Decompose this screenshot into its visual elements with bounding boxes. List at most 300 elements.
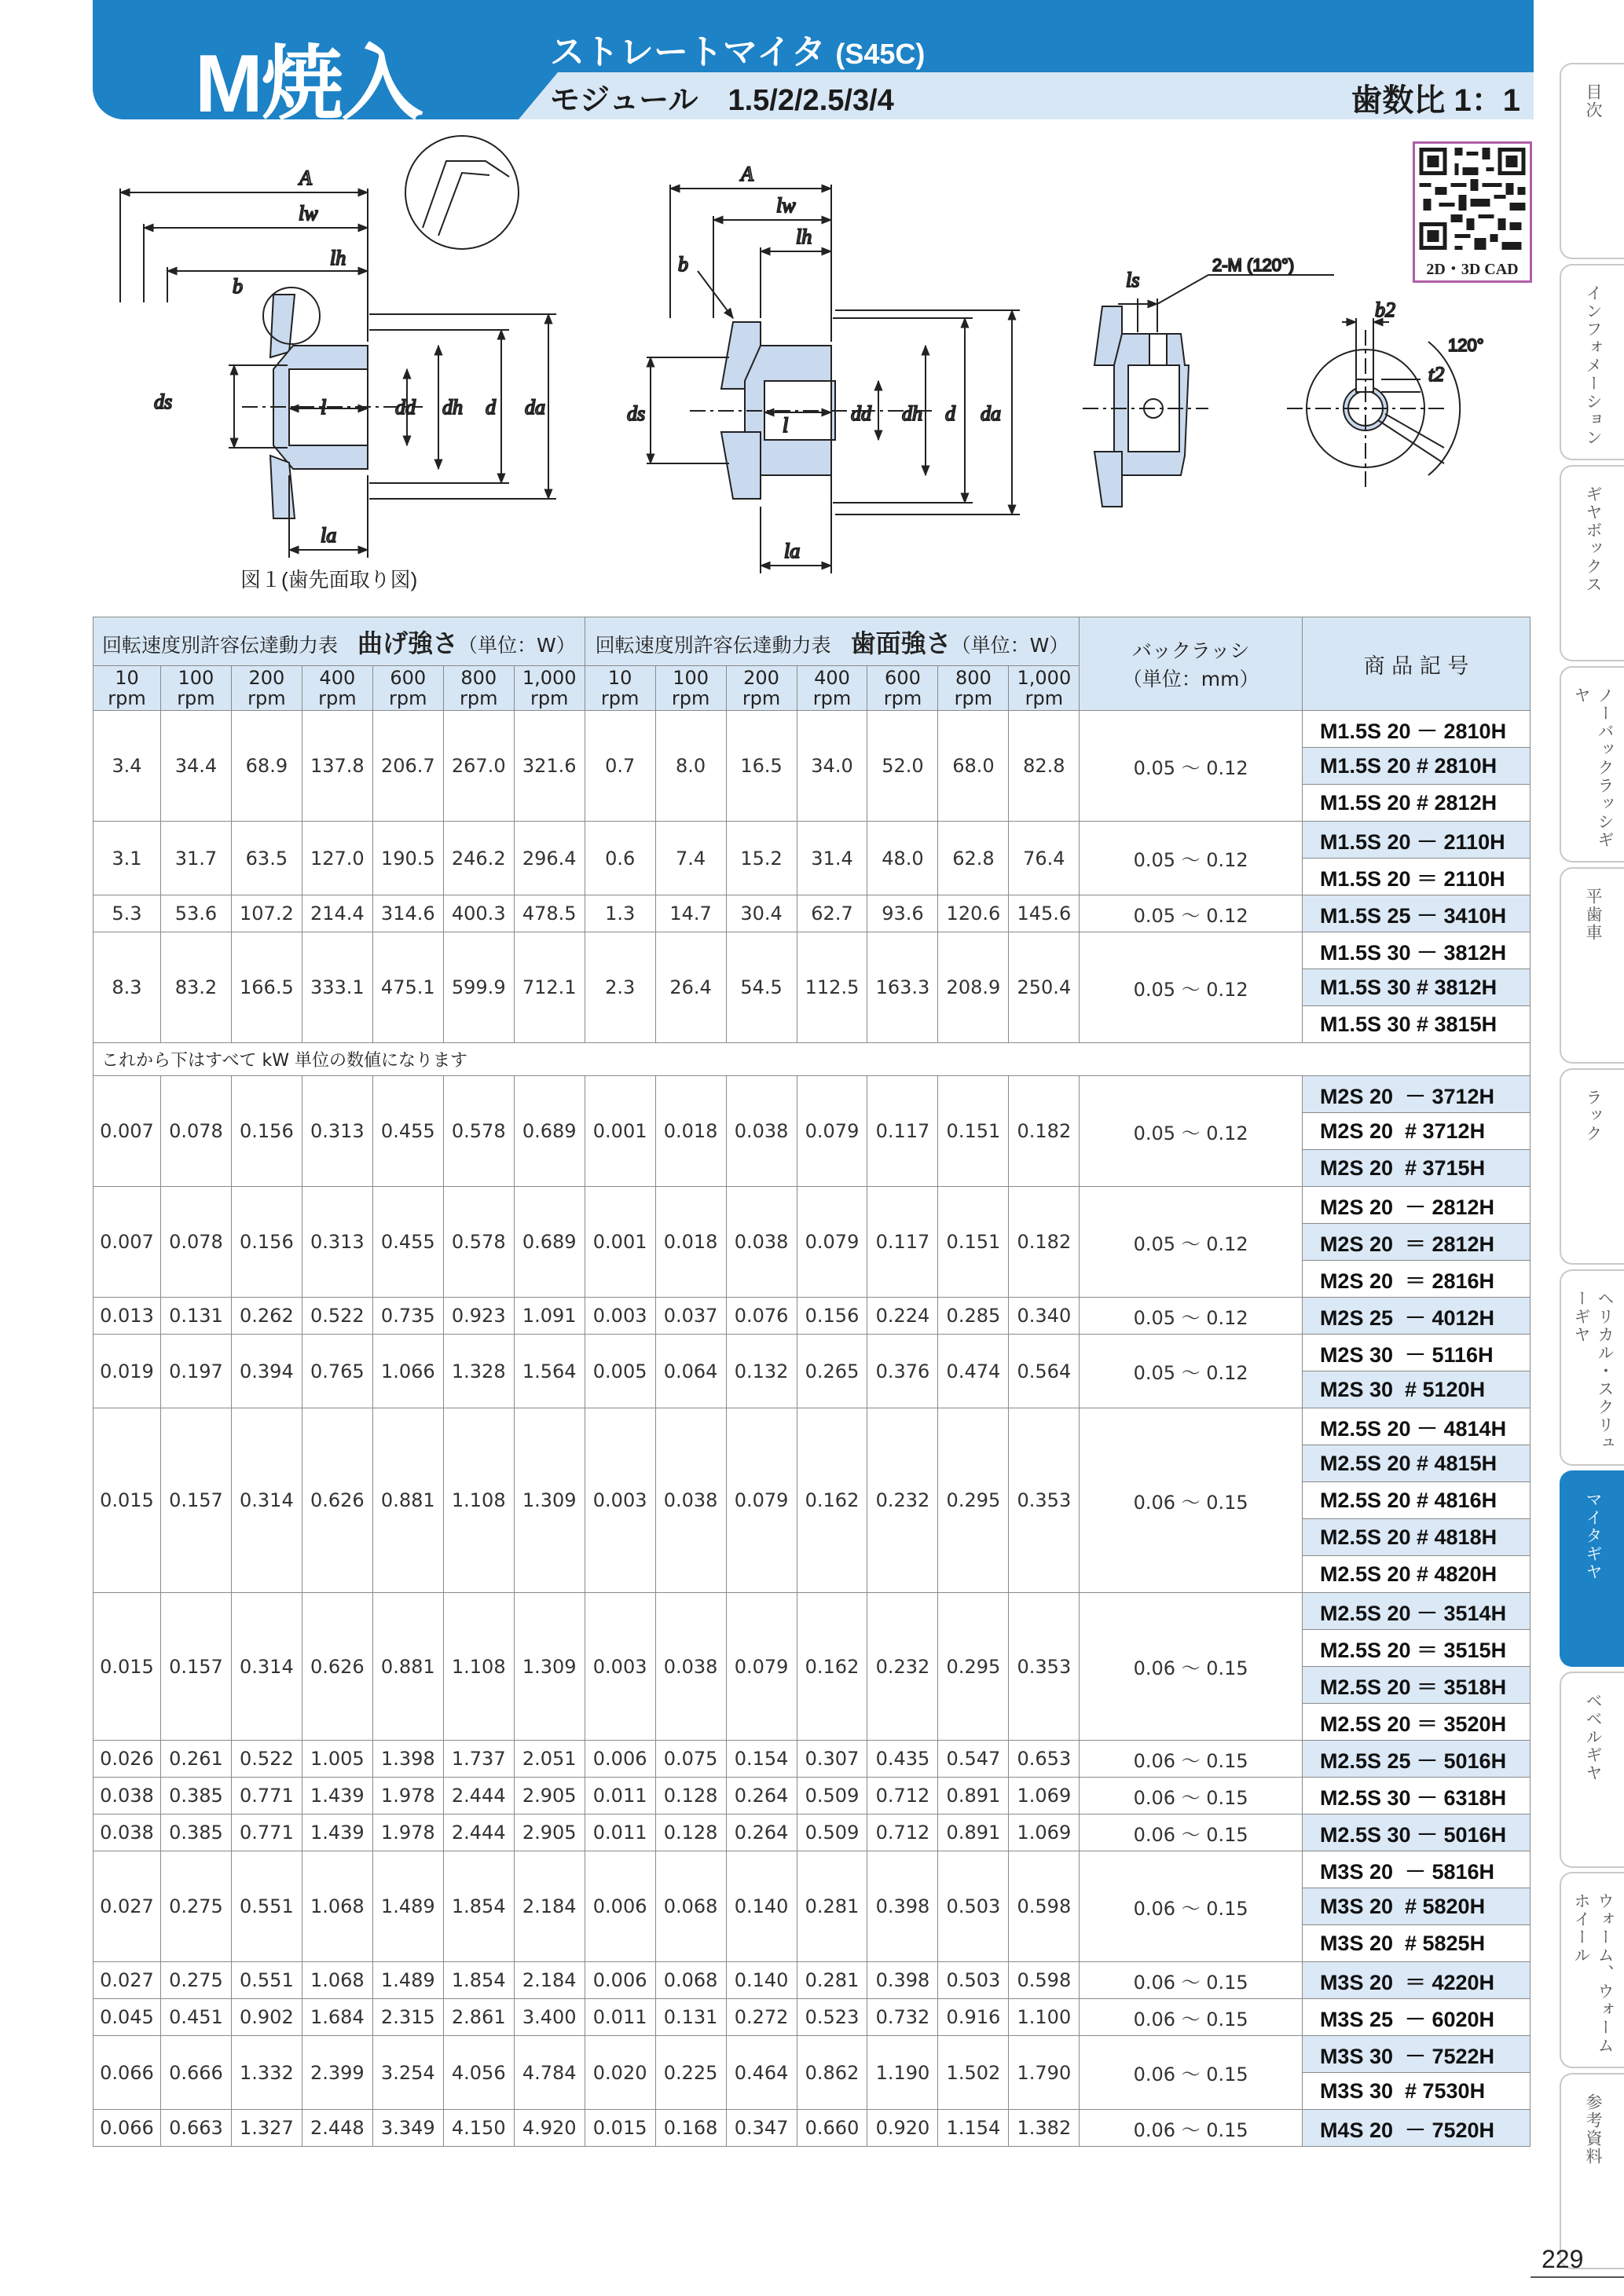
rpm-header-cell: 600 rpm <box>867 666 938 711</box>
power-value-cell: 0.7 <box>585 711 655 822</box>
power-value-cell: 0.015 <box>585 2110 655 2147</box>
power-value-cell: 2.3 <box>585 932 655 1043</box>
product-code-cell: M2S 20 ＝ 2812H <box>1302 1224 1530 1261</box>
power-value-cell: 1.439 <box>302 1778 372 1814</box>
power-value-cell: 0.162 <box>797 1408 867 1593</box>
dim-label-d: d <box>486 396 496 419</box>
table-row <box>93 2036 1531 2073</box>
power-value-cell: 0.285 <box>938 1298 1009 1335</box>
power-value-cell: 0.626 <box>302 1593 372 1741</box>
power-value-cell: 0.264 <box>726 1814 797 1851</box>
power-value-cell: 0.079 <box>797 1076 867 1187</box>
power-value-cell: 1.684 <box>302 1999 372 2036</box>
side-tab-label: ベベルギヤ <box>1584 1692 1602 1782</box>
power-value-cell: 0.522 <box>302 1298 372 1335</box>
power-value-cell: 0.011 <box>585 1814 655 1851</box>
dim-label-dh-2: dh <box>902 402 922 425</box>
unit-note: これから下はすべて kW 単位の数値になります <box>93 1043 1531 1076</box>
power-value-cell: 0.038 <box>93 1814 161 1851</box>
power-value-cell: 83.2 <box>160 932 231 1043</box>
power-value-cell: 214.4 <box>302 895 372 932</box>
power-value-cell: 0.262 <box>231 1298 302 1335</box>
figure-caption: 図１(歯先面取り図) <box>240 568 418 591</box>
power-value-cell: 190.5 <box>372 822 443 895</box>
power-value-cell: 0.015 <box>93 1593 161 1741</box>
power-value-cell: 0.045 <box>93 1999 161 2036</box>
product-code-cell: M2.5S 20 ＝ 3520H <box>1302 1704 1530 1741</box>
side-tab[interactable] <box>1560 63 1624 259</box>
power-value-cell: 0.891 <box>938 1778 1009 1814</box>
power-value-cell: 0.712 <box>867 1778 938 1814</box>
power-value-cell: 0.064 <box>655 1335 726 1408</box>
table-row <box>93 1298 1531 1335</box>
dim-label-l-2: l <box>783 414 789 437</box>
power-value-cell: 0.013 <box>93 1298 161 1335</box>
power-value-cell: 3.254 <box>372 2036 443 2110</box>
table-row <box>93 1593 1531 1630</box>
power-value-cell: 0.732 <box>867 1999 938 2036</box>
product-code-cell: M3S 30 － 7522H <box>1302 2036 1530 2073</box>
side-tab[interactable] <box>1560 1470 1624 1667</box>
product-code-cell: M1.5S 20 － 2110H <box>1302 822 1530 859</box>
product-code-cell: M2.5S 20 # 4820H <box>1302 1556 1530 1593</box>
power-value-cell: 0.006 <box>585 1962 655 1999</box>
table-row <box>93 1851 1531 1888</box>
category-banner <box>93 0 556 130</box>
power-value-cell: 712.1 <box>514 932 585 1043</box>
power-value-cell: 163.3 <box>867 932 938 1043</box>
power-value-cell: 0.265 <box>797 1335 867 1408</box>
power-value-cell: 0.551 <box>231 1962 302 1999</box>
table-row <box>93 895 1531 932</box>
backlash-cell: 0.05 ～ 0.12 <box>1080 1335 1303 1408</box>
power-value-cell: 0.881 <box>372 1593 443 1741</box>
power-value-cell: 1.327 <box>231 2110 302 2147</box>
power-value-cell: 0.712 <box>867 1814 938 1851</box>
product-code-cell: M2S 20 # 3712H <box>1302 1113 1530 1150</box>
rpm-header-cell: 800 rpm <box>938 666 1009 711</box>
power-value-cell: 0.891 <box>938 1814 1009 1851</box>
product-code-cell: M2S 20 # 3715H <box>1302 1150 1530 1187</box>
module-label: モジュール 1.5/2/2.5/3/4 <box>550 84 894 117</box>
table-row <box>93 822 1531 859</box>
power-value-cell: 1.737 <box>443 1741 514 1778</box>
power-value-cell: 0.066 <box>93 2036 161 2110</box>
power-value-cell: 0.078 <box>160 1076 231 1187</box>
power-value-cell: 0.347 <box>726 2110 797 2147</box>
power-value-cell: 0.140 <box>726 1851 797 1962</box>
dim-label-la: la <box>321 524 337 547</box>
power-value-cell: 475.1 <box>372 932 443 1043</box>
power-value-cell: 0.075 <box>655 1741 726 1778</box>
dim-label-lw: lw <box>299 202 318 225</box>
ratio-label: 歯数比 1：1 <box>1351 83 1520 118</box>
rpm-header-cell: 1,000 rpm <box>1009 666 1080 711</box>
power-value-cell: 166.5 <box>231 932 302 1043</box>
backlash-cell: 0.06 ～ 0.15 <box>1080 2036 1303 2110</box>
power-value-cell: 0.660 <box>797 2110 867 2147</box>
side-tab[interactable] <box>1560 1872 1624 2068</box>
power-value-cell: 1.100 <box>1009 1999 1080 2036</box>
power-value-cell: 0.003 <box>585 1593 655 1741</box>
power-value-cell: 54.5 <box>726 932 797 1043</box>
rpm-header-cell: 200 rpm <box>726 666 797 711</box>
table-row <box>93 711 1531 748</box>
product-code-cell: M2.5S 20 － 4814H <box>1302 1408 1530 1445</box>
dim-label-ds: ds <box>154 390 173 413</box>
backlash-cell: 0.06 ～ 0.15 <box>1080 1741 1303 1778</box>
power-value-cell: 250.4 <box>1009 932 1080 1043</box>
power-value-cell: 0.182 <box>1009 1187 1080 1298</box>
power-value-cell: 0.224 <box>867 1298 938 1335</box>
power-value-cell: 0.281 <box>797 1962 867 1999</box>
product-code-cell: M2.5S 20 # 4816H <box>1302 1482 1530 1519</box>
power-value-cell: 0.503 <box>938 1962 1009 1999</box>
power-value-cell: 2.861 <box>443 1999 514 2036</box>
power-value-cell: 2.444 <box>443 1778 514 1814</box>
power-value-cell: 0.261 <box>160 1741 231 1778</box>
power-value-cell: 0.902 <box>231 1999 302 2036</box>
table-row <box>93 1187 1531 1224</box>
power-value-cell: 0.018 <box>655 1076 726 1187</box>
rpm-header-cell: 100 rpm <box>160 666 231 711</box>
power-value-cell: 1.066 <box>372 1335 443 1408</box>
power-value-cell: 0.001 <box>585 1187 655 1298</box>
side-tab-label: 平歯車 <box>1584 888 1602 942</box>
power-value-cell: 0.168 <box>655 2110 726 2147</box>
backlash-cell: 0.05 ～ 0.12 <box>1080 895 1303 932</box>
power-value-cell: 0.464 <box>726 2036 797 2110</box>
power-value-cell: 0.038 <box>726 1076 797 1187</box>
side-tab-label: ノーバックラッシギヤ <box>1572 687 1614 849</box>
backlash-cell: 0.06 ～ 0.15 <box>1080 1408 1303 1593</box>
power-value-cell: 0.509 <box>797 1778 867 1814</box>
power-value-cell: 0.578 <box>443 1187 514 1298</box>
product-code-cell: M2.5S 30 － 5016H <box>1302 1814 1530 1851</box>
power-value-cell: 0.076 <box>726 1298 797 1335</box>
gear-drawing <box>93 130 1538 601</box>
power-value-cell: 8.0 <box>655 711 726 822</box>
dim-label-b-2: b <box>678 253 688 276</box>
power-value-cell: 0.689 <box>514 1187 585 1298</box>
power-value-cell: 0.314 <box>231 1593 302 1741</box>
power-value-cell: 0.6 <box>585 822 655 895</box>
product-code-cell: M2.5S 20 # 4815H <box>1302 1445 1530 1482</box>
power-value-cell: 0.156 <box>231 1076 302 1187</box>
power-value-cell: 0.923 <box>443 1298 514 1335</box>
power-value-cell: 0.551 <box>231 1851 302 1962</box>
power-value-cell: 76.4 <box>1009 822 1080 895</box>
side-tab[interactable] <box>1560 1269 1624 1466</box>
table-row <box>93 1778 1531 1814</box>
power-value-cell: 599.9 <box>443 932 514 1043</box>
product-code-header: 商 品 記 号 <box>1302 617 1530 711</box>
side-tab-bar <box>1560 63 1624 2166</box>
dim-label-A: A <box>299 167 312 189</box>
backlash-cell: 0.05 ～ 0.12 <box>1080 822 1303 895</box>
power-value-cell: 5.3 <box>93 895 161 932</box>
product-code-cell: M3S 20 ＝ 4220H <box>1302 1962 1530 1999</box>
power-value-cell: 0.765 <box>302 1335 372 1408</box>
dim-label-da: da <box>525 396 545 419</box>
power-value-cell: 0.011 <box>585 1999 655 2036</box>
table-row <box>93 1741 1531 1778</box>
material-label: (S45C) <box>835 38 926 70</box>
gear-front-view <box>1287 318 1460 487</box>
power-value-cell: 0.307 <box>797 1741 867 1778</box>
power-value-cell: 0.522 <box>231 1741 302 1778</box>
power-value-cell: 0.275 <box>160 1962 231 1999</box>
power-value-cell: 0.385 <box>160 1814 231 1851</box>
power-value-cell: 2.399 <box>302 2036 372 2110</box>
table-row <box>93 932 1531 969</box>
power-value-cell: 120.6 <box>938 895 1009 932</box>
power-value-cell: 0.007 <box>93 1076 161 1187</box>
power-value-cell: 31.4 <box>797 822 867 895</box>
backlash-cell: 0.06 ～ 0.15 <box>1080 1851 1303 1962</box>
backlash-cell: 0.06 ～ 0.15 <box>1080 1999 1303 2036</box>
power-value-cell: 0.626 <box>302 1408 372 1593</box>
power-value-cell: 48.0 <box>867 822 938 895</box>
product-code-cell: M2.5S 30 － 6318H <box>1302 1778 1530 1814</box>
product-code-cell: M2.5S 20 ＝ 3515H <box>1302 1630 1530 1667</box>
power-value-cell: 15.2 <box>726 822 797 895</box>
power-value-cell: 8.3 <box>93 932 161 1043</box>
power-value-cell: 0.509 <box>797 1814 867 1851</box>
power-value-cell: 0.916 <box>938 1999 1009 2036</box>
product-code-cell: M2.5S 20 # 4818H <box>1302 1519 1530 1556</box>
power-value-cell: 0.281 <box>797 1851 867 1962</box>
power-value-cell: 0.038 <box>655 1593 726 1741</box>
table-row <box>93 1814 1531 1851</box>
power-value-cell: 0.003 <box>585 1408 655 1593</box>
side-tab[interactable] <box>1560 666 1624 862</box>
product-code-cell: M3S 25 － 6020H <box>1302 1999 1530 2036</box>
power-value-cell: 0.771 <box>231 1814 302 1851</box>
table-row <box>93 1408 1531 1445</box>
power-value-cell: 68.0 <box>938 711 1009 822</box>
backlash-cell: 0.05 ～ 0.12 <box>1080 932 1303 1043</box>
side-tab[interactable] <box>1560 1672 1624 1868</box>
power-value-cell: 0.132 <box>726 1335 797 1408</box>
power-value-cell: 1.068 <box>302 1962 372 1999</box>
power-value-cell: 1.309 <box>514 1408 585 1593</box>
power-value-cell: 206.7 <box>372 711 443 822</box>
dim-label-t2: t2 <box>1428 363 1445 386</box>
side-tab[interactable] <box>1560 867 1624 1064</box>
power-value-cell: 0.547 <box>938 1741 1009 1778</box>
product-title: ストレートマイタ (S45C) <box>550 33 926 71</box>
product-code-cell: M3S 30 # 7530H <box>1302 2073 1530 2110</box>
backlash-cell: 0.06 ～ 0.15 <box>1080 2110 1303 2147</box>
dim-label-dh: dh <box>442 396 463 419</box>
power-value-cell: 0.020 <box>585 2036 655 2110</box>
product-code-cell: M3S 20 － 5816H <box>1302 1851 1530 1888</box>
table-row <box>93 2110 1531 2147</box>
power-value-cell: 0.353 <box>1009 1593 1080 1741</box>
power-value-cell: 63.5 <box>231 822 302 895</box>
dim-label-b2: b2 <box>1375 298 1395 321</box>
power-value-cell: 0.078 <box>160 1187 231 1298</box>
product-code-cell: M2S 30 － 5116H <box>1302 1335 1530 1371</box>
power-value-cell: 137.8 <box>302 711 372 822</box>
power-value-cell: 1.790 <box>1009 2036 1080 2110</box>
dim-label-lh-2: lh <box>796 225 812 248</box>
power-value-cell: 1.978 <box>372 1814 443 1851</box>
rpm-header-cell: 10 rpm <box>93 666 161 711</box>
gear-left-view <box>120 136 556 558</box>
power-value-cell: 296.4 <box>514 822 585 895</box>
side-tab[interactable] <box>1560 264 1624 460</box>
power-value-cell: 0.079 <box>726 1593 797 1741</box>
power-value-cell: 30.4 <box>726 895 797 932</box>
power-value-cell: 2.905 <box>514 1814 585 1851</box>
backlash-cell: 0.05 ～ 0.12 <box>1080 1187 1303 1298</box>
power-value-cell: 0.398 <box>867 1851 938 1962</box>
power-value-cell: 2.905 <box>514 1778 585 1814</box>
product-code-cell: M1.5S 25 － 3410H <box>1302 895 1530 932</box>
power-value-cell: 0.474 <box>938 1335 1009 1408</box>
power-value-cell: 0.038 <box>726 1187 797 1298</box>
power-value-cell: 34.4 <box>160 711 231 822</box>
power-value-cell: 0.394 <box>231 1335 302 1408</box>
power-value-cell: 0.140 <box>726 1962 797 1999</box>
power-value-cell: 0.006 <box>585 1851 655 1962</box>
power-value-cell: 0.666 <box>160 2036 231 2110</box>
table-row <box>93 1962 1531 1999</box>
power-value-cell: 3.4 <box>93 711 161 822</box>
power-value-cell: 0.275 <box>160 1851 231 1962</box>
power-value-cell: 3.1 <box>93 822 161 895</box>
spec-table <box>93 617 1531 2147</box>
backlash-cell: 0.06 ～ 0.15 <box>1080 1814 1303 1851</box>
power-value-cell: 1.439 <box>302 1814 372 1851</box>
power-value-cell: 1.108 <box>443 1593 514 1741</box>
angle-label: 120° <box>1448 335 1484 355</box>
side-tab[interactable] <box>1560 2073 1624 2269</box>
power-value-cell: 2.444 <box>443 1814 514 1851</box>
rpm-header-cell: 400 rpm <box>302 666 372 711</box>
power-value-cell: 7.4 <box>655 822 726 895</box>
power-value-cell: 0.027 <box>93 1851 161 1962</box>
power-value-cell: 0.313 <box>302 1187 372 1298</box>
product-code-cell: M1.5S 30 # 3815H <box>1302 1006 1530 1043</box>
power-value-cell: 0.079 <box>797 1187 867 1298</box>
rpm-header-cell: 400 rpm <box>797 666 867 711</box>
power-value-cell: 31.7 <box>160 822 231 895</box>
rpm-header-cell: 1,000 rpm <box>514 666 585 711</box>
product-code-cell: M2S 20 － 2812H <box>1302 1187 1530 1224</box>
power-value-cell: 0.523 <box>797 1999 867 2036</box>
dim-label-ds-2: ds <box>627 402 646 425</box>
power-value-cell: 1.854 <box>443 1851 514 1962</box>
power-value-cell: 1.489 <box>372 1962 443 1999</box>
power-value-cell: 0.663 <box>160 2110 231 2147</box>
product-code-cell: M1.5S 30 # 3812H <box>1302 969 1530 1006</box>
dim-label-da-2: da <box>981 402 1001 425</box>
dim-label-A-2: A <box>741 163 753 185</box>
power-value-cell: 0.564 <box>1009 1335 1080 1408</box>
dim-label-la-2: la <box>784 540 801 562</box>
power-value-cell: 0.881 <box>372 1408 443 1593</box>
power-value-cell: 0.435 <box>867 1741 938 1778</box>
power-value-cell: 0.735 <box>372 1298 443 1335</box>
power-value-cell: 0.131 <box>655 1999 726 2036</box>
power-value-cell: 0.232 <box>867 1593 938 1741</box>
power-value-cell: 4.056 <box>443 2036 514 2110</box>
power-value-cell: 62.7 <box>797 895 867 932</box>
gear-center-view <box>647 185 1020 573</box>
power-value-cell: 0.272 <box>726 1999 797 2036</box>
table-row <box>93 1999 1531 2036</box>
power-value-cell: 2.184 <box>514 1962 585 1999</box>
power-value-cell: 0.066 <box>93 2110 161 2147</box>
power-value-cell: 4.784 <box>514 2036 585 2110</box>
power-value-cell: 1.154 <box>938 2110 1009 2147</box>
unit-note-row <box>93 1043 1531 1076</box>
power-value-cell: 1.502 <box>938 2036 1009 2110</box>
power-value-cell: 0.079 <box>726 1408 797 1593</box>
side-tab[interactable] <box>1560 1068 1624 1265</box>
product-code-cell: M2S 20 － 3712H <box>1302 1076 1530 1113</box>
dim-label-dd-2: dd <box>851 402 871 425</box>
power-value-cell: 0.151 <box>938 1187 1009 1298</box>
page-number-rule <box>1531 2276 1624 2278</box>
power-value-cell: 0.862 <box>797 2036 867 2110</box>
backlash-cell: 0.05 ～ 0.12 <box>1080 711 1303 822</box>
product-code-cell: M2.5S 25 － 5016H <box>1302 1741 1530 1778</box>
power-value-cell: 0.128 <box>655 1814 726 1851</box>
setscrew-label: 2-M (120°) <box>1212 255 1295 275</box>
power-value-cell: 1.190 <box>867 2036 938 2110</box>
power-value-cell: 1.069 <box>1009 1778 1080 1814</box>
power-value-cell: 1.398 <box>372 1741 443 1778</box>
power-value-cell: 62.8 <box>938 822 1009 895</box>
power-value-cell: 14.7 <box>655 895 726 932</box>
power-value-cell: 246.2 <box>443 822 514 895</box>
power-value-cell: 0.037 <box>655 1298 726 1335</box>
power-value-cell: 0.117 <box>867 1187 938 1298</box>
power-value-cell: 314.6 <box>372 895 443 932</box>
side-tab-label: ラック <box>1584 1089 1602 1143</box>
power-value-cell: 0.264 <box>726 1778 797 1814</box>
power-value-cell: 107.2 <box>231 895 302 932</box>
page-number: 229 <box>1542 2245 1584 2273</box>
power-value-cell: 1.332 <box>231 2036 302 2110</box>
dim-label-lh: lh <box>330 247 346 269</box>
power-value-cell: 0.653 <box>1009 1741 1080 1778</box>
power-value-cell: 478.5 <box>514 895 585 932</box>
power-value-cell: 400.3 <box>443 895 514 932</box>
power-value-cell: 0.015 <box>93 1408 161 1593</box>
product-code-cell: M2S 30 # 5120H <box>1302 1371 1530 1408</box>
power-value-cell: 267.0 <box>443 711 514 822</box>
side-tab[interactable] <box>1560 465 1624 661</box>
power-value-cell: 333.1 <box>302 932 372 1043</box>
power-value-cell: 1.382 <box>1009 2110 1080 2147</box>
power-value-cell: 0.068 <box>655 1851 726 1962</box>
product-code-cell: M2S 20 ＝ 2816H <box>1302 1261 1530 1298</box>
power-value-cell: 4.150 <box>443 2110 514 2147</box>
power-value-cell: 0.156 <box>231 1187 302 1298</box>
power-value-cell: 2.051 <box>514 1741 585 1778</box>
power-value-cell: 2.315 <box>372 1999 443 2036</box>
product-code-cell: M2S 25 － 4012H <box>1302 1298 1530 1335</box>
backlash-cell: 0.06 ～ 0.15 <box>1080 1962 1303 1999</box>
power-value-cell: 0.455 <box>372 1187 443 1298</box>
power-value-cell: 3.400 <box>514 1999 585 2036</box>
dim-label-d-2: d <box>945 402 955 425</box>
